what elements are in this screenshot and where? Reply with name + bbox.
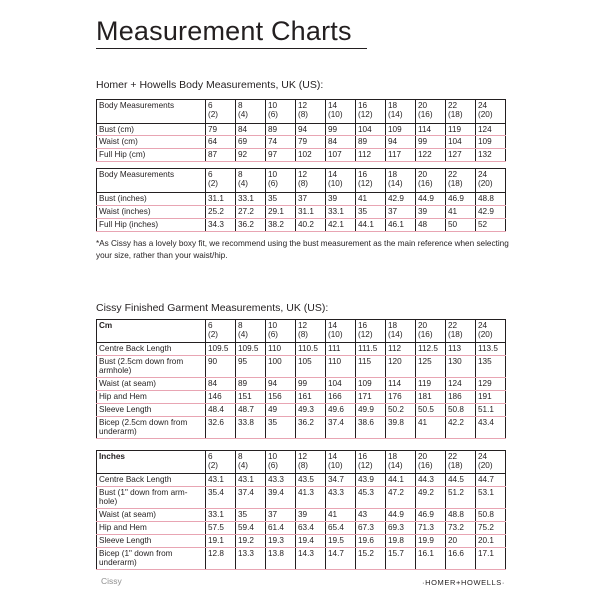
value-cell: 43.9 [356, 474, 386, 487]
value-cell: 95 [236, 356, 266, 378]
value-cell: 13.8 [266, 548, 296, 570]
value-cell: 19.2 [236, 535, 266, 548]
value-cell: 13.3 [236, 548, 266, 570]
value-cell: 19.5 [326, 535, 356, 548]
value-cell: 99 [296, 378, 326, 391]
size-header-cell: 14 (10) [326, 100, 356, 124]
size-header-cell: 16 (12) [356, 320, 386, 343]
value-cell: 27.2 [236, 206, 266, 219]
value-cell: 122 [416, 149, 446, 162]
size-header-cell: 22 (18) [446, 320, 476, 343]
size-header-cell: 12 (8) [296, 451, 326, 474]
value-cell: 46.9 [446, 193, 476, 206]
value-cell: 44.7 [476, 474, 506, 487]
value-cell: 29.1 [266, 206, 296, 219]
value-cell: 43.4 [476, 417, 506, 439]
value-cell: 104 [356, 124, 386, 136]
value-cell: 38.2 [266, 219, 296, 232]
row-label-cell: Bust (cm) [97, 124, 206, 136]
value-cell: 53.1 [476, 487, 506, 509]
value-cell: 41 [326, 509, 356, 522]
table-header-row [97, 320, 506, 343]
value-cell: 50.8 [446, 404, 476, 417]
value-cell: 43 [356, 509, 386, 522]
value-cell: 42.2 [446, 417, 476, 439]
value-cell: 64 [206, 136, 236, 149]
table-row [97, 391, 506, 404]
header-label-cell: Inches [97, 451, 206, 474]
value-cell: 99 [416, 136, 446, 149]
value-cell: 39.4 [266, 487, 296, 509]
value-cell: 151 [236, 391, 266, 404]
value-cell: 50.5 [416, 404, 446, 417]
row-label-cell: Hip and Hem [97, 391, 206, 404]
size-header-cell: 18 (14) [386, 169, 416, 193]
size-header-cell: 18 (14) [386, 451, 416, 474]
size-header-cell: 18 (14) [386, 100, 416, 124]
garment-measurements-inches-table [96, 450, 506, 570]
value-cell: 25.2 [206, 206, 236, 219]
size-header-cell: 8 (4) [236, 451, 266, 474]
value-cell: 37 [386, 206, 416, 219]
table-row [97, 343, 506, 356]
size-header-cell: 24 (20) [476, 451, 506, 474]
value-cell: 43.1 [206, 474, 236, 487]
value-cell: 109.5 [206, 343, 236, 356]
value-cell: 49.9 [356, 404, 386, 417]
value-cell: 44.1 [356, 219, 386, 232]
row-label-cell: Waist (at seam) [97, 378, 206, 391]
value-cell: 156 [266, 391, 296, 404]
size-header-cell: 10 (6) [266, 169, 296, 193]
header-label-cell: Cm [97, 320, 206, 343]
value-cell: 110 [266, 343, 296, 356]
value-cell: 51.1 [476, 404, 506, 417]
size-header-cell: 16 (12) [356, 169, 386, 193]
value-cell: 41 [416, 417, 446, 439]
value-cell: 39 [326, 193, 356, 206]
size-header-cell: 14 (10) [326, 169, 356, 193]
value-cell: 14.3 [296, 548, 326, 570]
value-cell: 161 [296, 391, 326, 404]
value-cell: 94 [386, 136, 416, 149]
value-cell: 129 [476, 378, 506, 391]
value-cell: 65.4 [326, 522, 356, 535]
value-cell: 49.6 [326, 404, 356, 417]
size-header-cell: 20 (16) [416, 169, 446, 193]
size-header-cell: 10 (6) [266, 100, 296, 124]
value-cell: 105 [296, 356, 326, 378]
row-label-cell: Full Hip (inches) [97, 219, 206, 232]
value-cell: 48.8 [446, 509, 476, 522]
value-cell: 176 [386, 391, 416, 404]
value-cell: 48.7 [236, 404, 266, 417]
value-cell: 79 [296, 136, 326, 149]
table-row [97, 487, 506, 509]
size-header-cell: 24 (20) [476, 320, 506, 343]
value-cell: 37.4 [326, 417, 356, 439]
table-row [97, 219, 506, 232]
value-cell: 35 [356, 206, 386, 219]
value-cell: 41 [446, 206, 476, 219]
row-label-cell: Sleeve Length [97, 535, 206, 548]
value-cell: 49.3 [296, 404, 326, 417]
table-row [97, 535, 506, 548]
body-measurements-heading: Homer + Howells Body Measurements, UK (US): [96, 79, 324, 91]
value-cell: 97 [266, 149, 296, 162]
value-cell: 166 [326, 391, 356, 404]
value-cell: 109.5 [236, 343, 266, 356]
value-cell: 14.7 [326, 548, 356, 570]
value-cell: 124 [446, 378, 476, 391]
value-cell: 47.2 [386, 487, 416, 509]
size-header-cell: 16 (12) [356, 100, 386, 124]
value-cell: 20 [446, 535, 476, 548]
value-cell: 43.5 [296, 474, 326, 487]
value-cell: 84 [326, 136, 356, 149]
size-header-cell: 6 (2) [206, 320, 236, 343]
value-cell: 124 [476, 124, 506, 136]
size-header-cell: 14 (10) [326, 451, 356, 474]
value-cell: 120 [386, 356, 416, 378]
value-cell: 74 [266, 136, 296, 149]
size-header-cell: 24 (20) [476, 169, 506, 193]
value-cell: 51.2 [446, 487, 476, 509]
garment-measurements-heading: Cissy Finished Garment Measurements, UK (US): [96, 302, 329, 314]
table-header-row [97, 100, 506, 124]
size-header-cell: 22 (18) [446, 451, 476, 474]
value-cell: 119 [416, 378, 446, 391]
value-cell: 71.3 [416, 522, 446, 535]
value-cell: 16.1 [416, 548, 446, 570]
body-measurements-cm-table [96, 99, 506, 162]
value-cell: 39 [416, 206, 446, 219]
value-cell: 92 [236, 149, 266, 162]
value-cell: 110.5 [296, 343, 326, 356]
row-label-cell: Centre Back Length [97, 474, 206, 487]
size-header-cell: 12 (8) [296, 100, 326, 124]
table-row [97, 417, 506, 439]
value-cell: 43.3 [326, 487, 356, 509]
value-cell: 48.8 [476, 193, 506, 206]
value-cell: 125 [416, 356, 446, 378]
value-cell: 79 [206, 124, 236, 136]
value-cell: 33.1 [236, 193, 266, 206]
value-cell: 19.4 [296, 535, 326, 548]
value-cell: 84 [236, 124, 266, 136]
value-cell: 89 [356, 136, 386, 149]
size-header-cell: 6 (2) [206, 451, 236, 474]
value-cell: 127 [446, 149, 476, 162]
size-header-cell: 14 (10) [326, 320, 356, 343]
value-cell: 42.1 [326, 219, 356, 232]
table-row [97, 548, 506, 570]
page-title: Measurement Charts [96, 16, 352, 46]
value-cell: 112 [386, 343, 416, 356]
value-cell: 33.1 [206, 509, 236, 522]
value-cell: 109 [386, 124, 416, 136]
value-cell: 114 [386, 378, 416, 391]
value-cell: 171 [356, 391, 386, 404]
value-cell: 114 [416, 124, 446, 136]
value-cell: 75.2 [476, 522, 506, 535]
value-cell: 110 [326, 356, 356, 378]
pattern-name-footer: Cissy [101, 576, 122, 586]
fit-note: *As Cissy has a lovely boxy fit, we recommend using the bust measurement as the main reference when selecting your size, rather than your waist/hip. [96, 239, 509, 260]
value-cell: 46.9 [416, 509, 446, 522]
value-cell: 19.6 [356, 535, 386, 548]
size-header-cell: 20 (16) [416, 100, 446, 124]
row-label-cell: Bust (1" down from arm-hole) [97, 487, 206, 509]
value-cell: 46.1 [386, 219, 416, 232]
value-cell: 69 [236, 136, 266, 149]
size-header-cell: 22 (18) [446, 169, 476, 193]
value-cell: 135 [476, 356, 506, 378]
value-cell: 39.8 [386, 417, 416, 439]
value-cell: 34.7 [326, 474, 356, 487]
table-row [97, 522, 506, 535]
value-cell: 109 [356, 378, 386, 391]
value-cell: 94 [296, 124, 326, 136]
size-header-cell: 6 (2) [206, 169, 236, 193]
value-cell: 41.3 [296, 487, 326, 509]
value-cell: 19.1 [206, 535, 236, 548]
value-cell: 48.4 [206, 404, 236, 417]
table-row [97, 378, 506, 391]
value-cell: 38.6 [356, 417, 386, 439]
value-cell: 146 [206, 391, 236, 404]
value-cell: 104 [446, 136, 476, 149]
value-cell: 42.9 [476, 206, 506, 219]
size-header-cell: 8 (4) [236, 320, 266, 343]
size-header-cell: 12 (8) [296, 320, 326, 343]
row-label-cell: Bust (2.5cm down from armhole) [97, 356, 206, 378]
value-cell: 37 [266, 509, 296, 522]
value-cell: 119 [446, 124, 476, 136]
value-cell: 44.1 [386, 474, 416, 487]
value-cell: 57.5 [206, 522, 236, 535]
value-cell: 90 [206, 356, 236, 378]
table-row [97, 404, 506, 417]
value-cell: 73.2 [446, 522, 476, 535]
value-cell: 111 [326, 343, 356, 356]
value-cell: 37.4 [236, 487, 266, 509]
row-label-cell: Hip and Hem [97, 522, 206, 535]
value-cell: 45.3 [356, 487, 386, 509]
table-row [97, 474, 506, 487]
value-cell: 35 [266, 417, 296, 439]
row-label-cell: Bicep (1" down from underarm) [97, 548, 206, 570]
value-cell: 36.2 [236, 219, 266, 232]
value-cell: 48 [416, 219, 446, 232]
value-cell: 112.5 [416, 343, 446, 356]
row-label-cell: Waist (inches) [97, 206, 206, 219]
garment-measurements-cm-table [96, 319, 506, 439]
value-cell: 191 [476, 391, 506, 404]
value-cell: 69.3 [386, 522, 416, 535]
value-cell: 33.8 [236, 417, 266, 439]
size-header-cell: 8 (4) [236, 169, 266, 193]
table-row [97, 206, 506, 219]
row-label-cell: Sleeve Length [97, 404, 206, 417]
table-row [97, 124, 506, 136]
brand-logo-footer: ·HOMER+HOWELLS· [422, 578, 505, 587]
value-cell: 181 [416, 391, 446, 404]
size-header-cell: 18 (14) [386, 320, 416, 343]
value-cell: 20.1 [476, 535, 506, 548]
value-cell: 59.4 [236, 522, 266, 535]
value-cell: 31.1 [296, 206, 326, 219]
value-cell: 50 [446, 219, 476, 232]
table-row [97, 356, 506, 378]
value-cell: 12.8 [206, 548, 236, 570]
row-label-cell: Bicep (2.5cm down from underarm) [97, 417, 206, 439]
value-cell: 43.1 [236, 474, 266, 487]
table-row [97, 136, 506, 149]
value-cell: 15.2 [356, 548, 386, 570]
value-cell: 31.1 [206, 193, 236, 206]
size-header-cell: 10 (6) [266, 320, 296, 343]
value-cell: 44.9 [386, 509, 416, 522]
value-cell: 33.1 [326, 206, 356, 219]
table-row [97, 149, 506, 162]
value-cell: 87 [206, 149, 236, 162]
value-cell: 102 [296, 149, 326, 162]
value-cell: 130 [446, 356, 476, 378]
value-cell: 115 [356, 356, 386, 378]
value-cell: 44.5 [446, 474, 476, 487]
value-cell: 35.4 [206, 487, 236, 509]
value-cell: 61.4 [266, 522, 296, 535]
size-header-cell: 20 (16) [416, 451, 446, 474]
value-cell: 94 [266, 378, 296, 391]
value-cell: 44.3 [416, 474, 446, 487]
size-header-cell: 10 (6) [266, 451, 296, 474]
value-cell: 35 [236, 509, 266, 522]
value-cell: 34.3 [206, 219, 236, 232]
value-cell: 111.5 [356, 343, 386, 356]
row-label-cell: Bust (inches) [97, 193, 206, 206]
row-label-cell: Centre Back Length [97, 343, 206, 356]
row-label-cell: Full Hip (cm) [97, 149, 206, 162]
value-cell: 36.2 [296, 417, 326, 439]
value-cell: 50.8 [476, 509, 506, 522]
value-cell: 43.3 [266, 474, 296, 487]
header-label-cell: Body Measurements [97, 100, 206, 124]
value-cell: 89 [266, 124, 296, 136]
value-cell: 113 [446, 343, 476, 356]
value-cell: 89 [236, 378, 266, 391]
header-label-cell: Body Measurements [97, 169, 206, 193]
value-cell: 19.3 [266, 535, 296, 548]
value-cell: 19.8 [386, 535, 416, 548]
row-label-cell: Waist (cm) [97, 136, 206, 149]
value-cell: 17.1 [476, 548, 506, 570]
value-cell: 41 [356, 193, 386, 206]
value-cell: 39 [296, 509, 326, 522]
value-cell: 104 [326, 378, 356, 391]
table-row [97, 509, 506, 522]
size-header-cell: 24 (20) [476, 100, 506, 124]
table-header-row [97, 169, 506, 193]
value-cell: 84 [206, 378, 236, 391]
value-cell: 37 [296, 193, 326, 206]
value-cell: 49 [266, 404, 296, 417]
value-cell: 52 [476, 219, 506, 232]
value-cell: 107 [326, 149, 356, 162]
size-header-cell: 6 (2) [206, 100, 236, 124]
value-cell: 50.2 [386, 404, 416, 417]
table-header-row [97, 451, 506, 474]
value-cell: 32.6 [206, 417, 236, 439]
size-header-cell: 8 (4) [236, 100, 266, 124]
value-cell: 117 [386, 149, 416, 162]
value-cell: 186 [446, 391, 476, 404]
row-label-cell: Waist (at seam) [97, 509, 206, 522]
value-cell: 67.3 [356, 522, 386, 535]
value-cell: 15.7 [386, 548, 416, 570]
body-measurements-inches-table [96, 168, 506, 232]
value-cell: 113.5 [476, 343, 506, 356]
title-underline [96, 48, 367, 49]
value-cell: 42.9 [386, 193, 416, 206]
value-cell: 132 [476, 149, 506, 162]
table-row [97, 193, 506, 206]
value-cell: 19.9 [416, 535, 446, 548]
size-header-cell: 22 (18) [446, 100, 476, 124]
value-cell: 112 [356, 149, 386, 162]
value-cell: 49.2 [416, 487, 446, 509]
value-cell: 44.9 [416, 193, 446, 206]
value-cell: 100 [266, 356, 296, 378]
value-cell: 99 [326, 124, 356, 136]
value-cell: 16.6 [446, 548, 476, 570]
size-header-cell: 20 (16) [416, 320, 446, 343]
value-cell: 35 [266, 193, 296, 206]
size-header-cell: 12 (8) [296, 169, 326, 193]
value-cell: 109 [476, 136, 506, 149]
value-cell: 63.4 [296, 522, 326, 535]
size-header-cell: 16 (12) [356, 451, 386, 474]
value-cell: 40.2 [296, 219, 326, 232]
